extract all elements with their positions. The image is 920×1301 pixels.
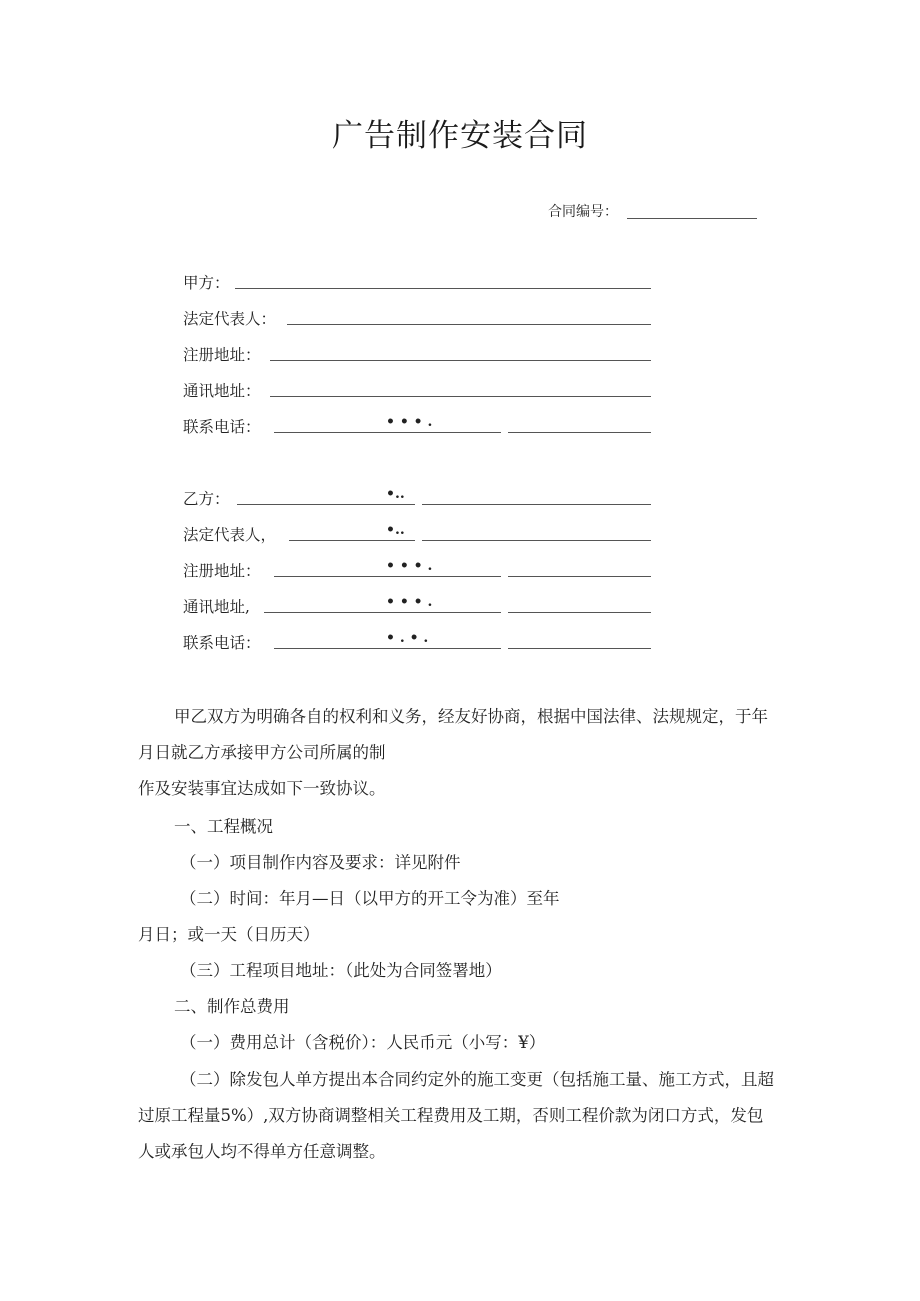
party-b-address-field-2[interactable] xyxy=(508,576,651,577)
party-a-rep-field[interactable] xyxy=(287,324,651,325)
document-title: 广告制作安装合同 xyxy=(332,118,588,154)
section-2-item-2-line-2: 过原工程量5%）,双方协商调整相关工程费用及工期，否则工程价款为闭口方式，发包 xyxy=(138,1106,764,1125)
party-a-phone-label: 联系电话： xyxy=(183,418,261,436)
party-a-mail-label: 通讯地址： xyxy=(183,382,261,400)
intro-paragraph-line-1: 甲乙双方为明确各自的权利和义务，经友好协商，根据中国法律、法规规定，于年 xyxy=(174,707,768,726)
party-b-address-label: 注册地址： xyxy=(183,562,261,580)
section-1-title: 一、工程概况 xyxy=(174,817,273,836)
party-a-name-label: 甲方： xyxy=(183,274,230,292)
party-b-mail-field-2[interactable] xyxy=(508,612,651,613)
party-b-phone-marks: • . • . xyxy=(386,630,429,646)
party-b-address-marks: • • • . xyxy=(386,558,433,574)
section-1-item-2-line-2: 月日；或一天（日历天） xyxy=(138,925,320,944)
section-2-item-2-line-1: （二）除发包人单方提出本合同约定外的施工变更（包括施工量、施工方式，且超 xyxy=(180,1070,774,1089)
party-b-name-underline xyxy=(383,504,415,505)
party-b-phone-underline xyxy=(384,648,501,649)
party-a-phone-underline xyxy=(384,432,501,433)
party-b-mail-field-1[interactable] xyxy=(264,612,384,613)
party-b-phone-label: 联系电话： xyxy=(183,634,261,652)
contract-number-label: 合同编号： xyxy=(548,204,618,220)
party-a-address-field[interactable] xyxy=(270,360,651,361)
party-a-phone-field-2[interactable] xyxy=(508,432,651,433)
party-b-mail-underline xyxy=(384,612,501,613)
party-a-address-label: 注册地址： xyxy=(183,346,261,364)
party-b-name-marks: •.. xyxy=(386,486,405,502)
party-b-rep-field-2[interactable] xyxy=(422,540,651,541)
party-a-phone-field-1[interactable] xyxy=(274,432,384,433)
party-b-name-label: 乙方： xyxy=(183,490,230,508)
party-b-mail-label: 通讯地址, xyxy=(183,598,250,616)
party-b-name-field-1[interactable] xyxy=(237,504,383,505)
party-a-mail-field[interactable] xyxy=(270,396,651,397)
party-b-address-underline xyxy=(384,576,501,577)
section-2-item-1: （一）费用总计（含税价）：人民币元（小写：¥） xyxy=(180,1033,546,1052)
party-b-phone-field-1[interactable] xyxy=(274,648,384,649)
party-b-rep-marks: •.. xyxy=(386,522,405,538)
party-b-phone-field-2[interactable] xyxy=(508,648,651,649)
section-1-item-3: （三）工程项目地址：（此处为合同签署地） xyxy=(180,961,502,980)
intro-paragraph-line-3: 作及安装事宜达成如下一致协议。 xyxy=(138,779,386,798)
section-1-item-2-line-1: （二）时间：年月—日（以甲方的开工令为准）至年 xyxy=(180,889,560,908)
party-a-rep-label: 法定代表人： xyxy=(183,310,277,328)
party-b-mail-marks: • • • . xyxy=(386,594,433,610)
party-b-rep-field-1[interactable] xyxy=(289,540,383,541)
party-b-rep-underline xyxy=(383,540,415,541)
party-b-name-field-2[interactable] xyxy=(422,504,651,505)
contract-number-field[interactable] xyxy=(627,218,757,219)
intro-paragraph-line-2: 月日就乙方承接甲方公司所属的制 xyxy=(138,743,386,762)
party-b-rep-label: 法定代表人， xyxy=(183,526,277,544)
section-2-item-2-line-3: 人或承包人均不得单方任意调整。 xyxy=(138,1142,386,1161)
party-b-address-field-1[interactable] xyxy=(274,576,384,577)
section-2-title: 二、制作总费用 xyxy=(174,997,290,1016)
section-1-item-1: （一）项目制作内容及要求：详见附件 xyxy=(180,853,461,872)
party-a-name-field[interactable] xyxy=(235,288,651,289)
party-a-phone-marks: • • • . xyxy=(386,414,433,430)
